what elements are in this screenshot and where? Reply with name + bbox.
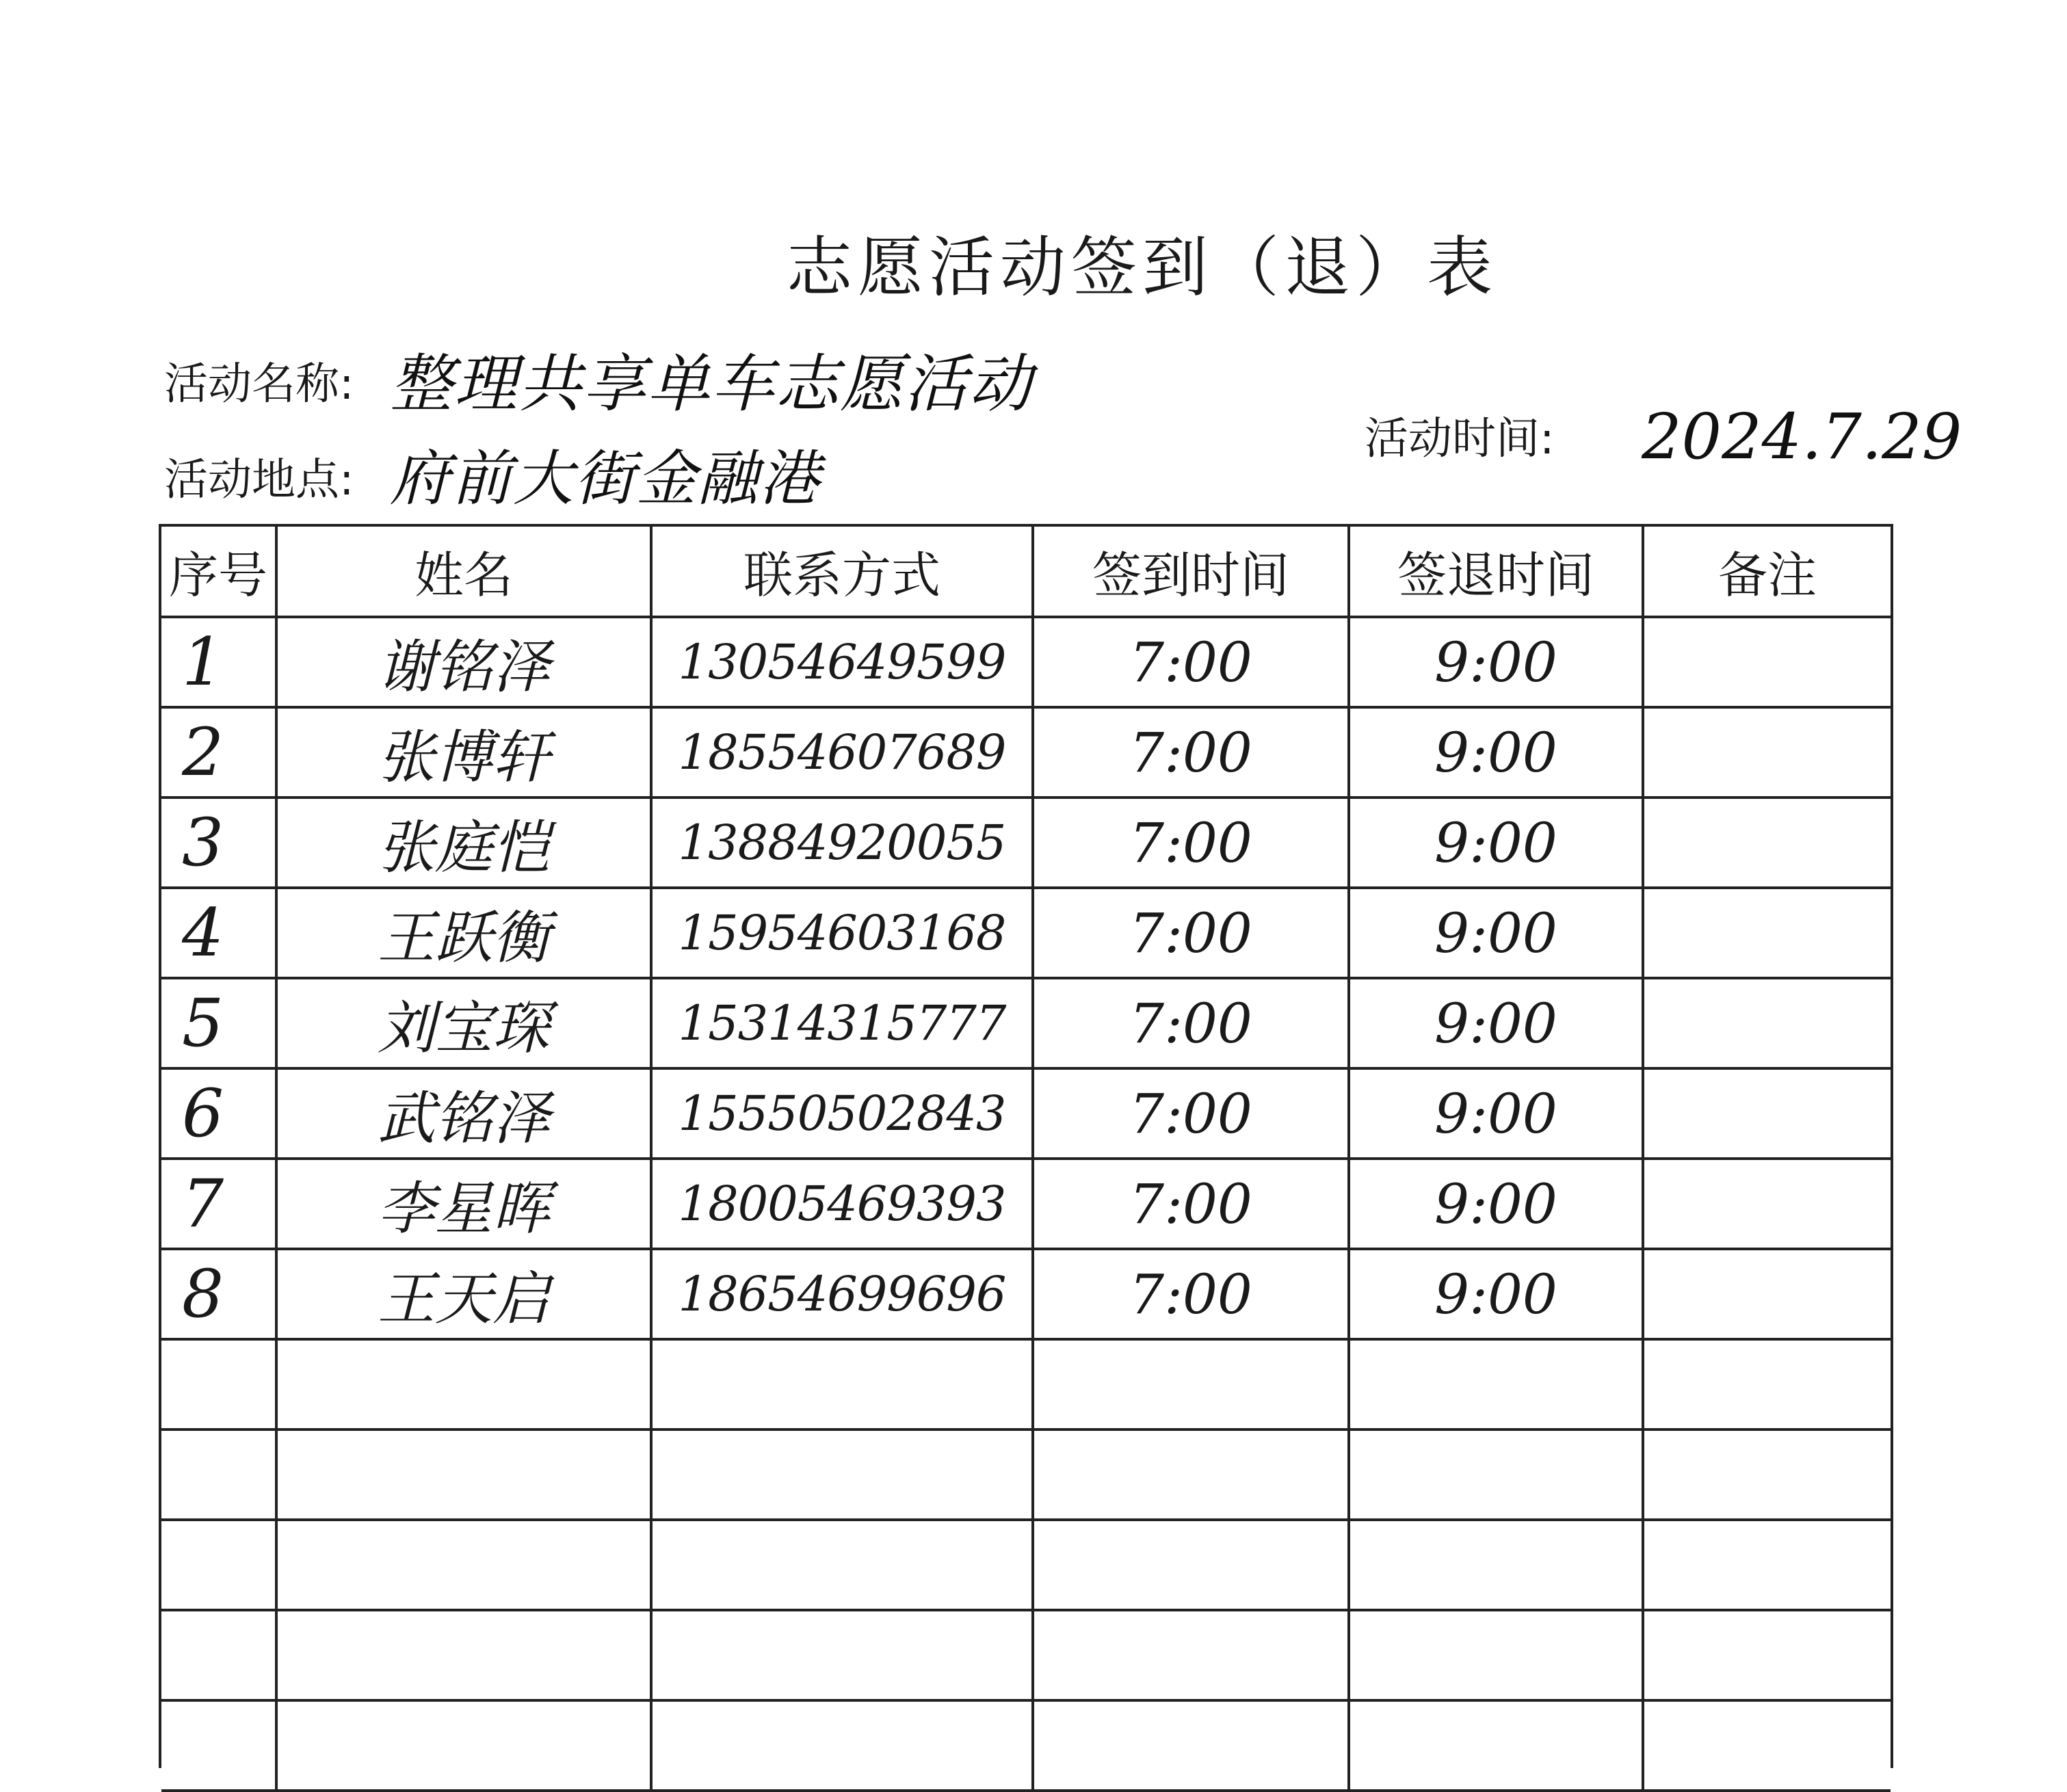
cell-seq: 4: [161, 888, 276, 978]
table-header-row: [161, 527, 1891, 617]
signin-table: [161, 527, 1891, 1792]
cell-notes: [1643, 1520, 1891, 1610]
cell-sign-in: 7:00: [1033, 1068, 1349, 1159]
cell-name: 武铭泽: [276, 1068, 651, 1159]
cell-notes: [1643, 1339, 1891, 1429]
table-row: [161, 1700, 1891, 1791]
cell-notes: [1643, 1700, 1891, 1791]
cell-notes: [1643, 1249, 1891, 1339]
header-notes: 备注: [1643, 527, 1891, 617]
cell-phone: 15550502843: [651, 1068, 1033, 1159]
cell-sign-in: 7:00: [1033, 617, 1349, 707]
table-row: [161, 978, 1891, 1068]
cell-name: 刘宝琛: [276, 978, 651, 1068]
table-row: [161, 1339, 1891, 1429]
cell-seq: [161, 1429, 276, 1520]
cell-name: 谢铭泽: [276, 617, 651, 707]
cell-seq: 7: [161, 1159, 276, 1249]
table-row: [161, 1610, 1891, 1700]
cell-notes: [1643, 888, 1891, 978]
cell-name: 王天启: [276, 1249, 651, 1339]
table-row: [161, 617, 1891, 707]
cell-phone: 18554607689: [651, 707, 1033, 798]
cell-name: [276, 1429, 651, 1520]
cell-sign-out: [1349, 1700, 1643, 1791]
cell-sign-out: [1349, 1610, 1643, 1700]
cell-sign-out: 9:00: [1349, 978, 1643, 1068]
table-row: [161, 707, 1891, 798]
cell-sign-in: 7:00: [1033, 978, 1349, 1068]
cell-seq: 5: [161, 978, 276, 1068]
cell-notes: [1643, 707, 1891, 798]
cell-seq: [161, 1339, 276, 1429]
cell-name: 张庭恺: [276, 798, 651, 888]
table-row: [161, 1429, 1891, 1520]
cell-phone: [651, 1700, 1033, 1791]
cell-sign-in: 7:00: [1033, 1159, 1349, 1249]
header-name: 姓名: [276, 527, 651, 617]
cell-name: [276, 1339, 651, 1429]
activity-place-value: 府前大街金融港: [390, 443, 821, 514]
page-title: 志愿活动签到（退）表: [787, 229, 1498, 306]
cell-sign-in: 7:00: [1033, 1249, 1349, 1339]
cell-phone: [651, 1520, 1033, 1610]
cell-sign-out: 9:00: [1349, 888, 1643, 978]
table-row: [161, 888, 1891, 978]
cell-name: 王跃衡: [276, 888, 651, 978]
table-row: [161, 798, 1891, 888]
cell-seq: [161, 1700, 276, 1791]
cell-name: 张博轩: [276, 707, 651, 798]
cell-phone: [651, 1610, 1033, 1700]
cell-sign-in: [1033, 1700, 1349, 1791]
table-row: [161, 1249, 1891, 1339]
header-seq: 序号: [161, 527, 276, 617]
cell-phone: [651, 1339, 1033, 1429]
cell-sign-in: 7:00: [1033, 707, 1349, 798]
table-row: [161, 1520, 1891, 1610]
cell-seq: 6: [161, 1068, 276, 1159]
activity-place-label: 活动地点:: [164, 455, 354, 505]
cell-name: 李星晖: [276, 1159, 651, 1249]
header-sign-out: 签退时间: [1349, 527, 1643, 617]
cell-phone: 13054649599: [651, 617, 1033, 707]
cell-sign-in: [1033, 1520, 1349, 1610]
cell-phone: [651, 1429, 1033, 1520]
cell-notes: [1643, 978, 1891, 1068]
cell-notes: [1643, 1610, 1891, 1700]
cell-seq: 8: [161, 1249, 276, 1339]
cell-sign-out: [1349, 1339, 1643, 1429]
activity-time-value: 2024.7.29: [1642, 400, 1962, 473]
cell-phone: 15954603168: [651, 888, 1033, 978]
cell-sign-out: 9:00: [1349, 1249, 1643, 1339]
cell-sign-out: [1349, 1429, 1643, 1520]
cell-seq: [161, 1610, 276, 1700]
cell-seq: [161, 1520, 276, 1610]
cell-seq: 1: [161, 617, 276, 707]
cell-name: [276, 1700, 651, 1791]
cell-name: [276, 1610, 651, 1700]
activity-time-label: 活动时间:: [1365, 414, 1555, 464]
cell-sign-out: [1349, 1520, 1643, 1610]
activity-name-value: 整理共享单车志愿活动: [390, 347, 1034, 421]
table-row: [161, 1068, 1891, 1159]
cell-sign-in: 7:00: [1033, 888, 1349, 978]
cell-notes: [1643, 617, 1891, 707]
cell-sign-in: [1033, 1339, 1349, 1429]
cell-notes: [1643, 1159, 1891, 1249]
activity-name-label: 活动名称:: [164, 359, 354, 410]
cell-sign-out: 9:00: [1349, 617, 1643, 707]
cell-seq: 2: [161, 707, 276, 798]
cell-sign-in: 7:00: [1033, 798, 1349, 888]
cell-sign-in: [1033, 1429, 1349, 1520]
cell-phone: 13884920055: [651, 798, 1033, 888]
signin-sheet: [159, 524, 1893, 1768]
cell-notes: [1643, 1068, 1891, 1159]
cell-sign-out: 9:00: [1349, 1159, 1643, 1249]
cell-notes: [1643, 1429, 1891, 1520]
header-sign-in: 签到时间: [1033, 527, 1349, 617]
cell-sign-in: [1033, 1610, 1349, 1700]
table-row: [161, 1159, 1891, 1249]
cell-name: [276, 1520, 651, 1610]
header-phone: 联系方式: [651, 527, 1033, 617]
cell-phone: 15314315777: [651, 978, 1033, 1068]
cell-phone: 18654699696: [651, 1249, 1033, 1339]
cell-phone: 18005469393: [651, 1159, 1033, 1249]
cell-sign-out: 9:00: [1349, 798, 1643, 888]
cell-notes: [1643, 798, 1891, 888]
cell-sign-out: 9:00: [1349, 707, 1643, 798]
cell-seq: 3: [161, 798, 276, 888]
cell-sign-out: 9:00: [1349, 1068, 1643, 1159]
